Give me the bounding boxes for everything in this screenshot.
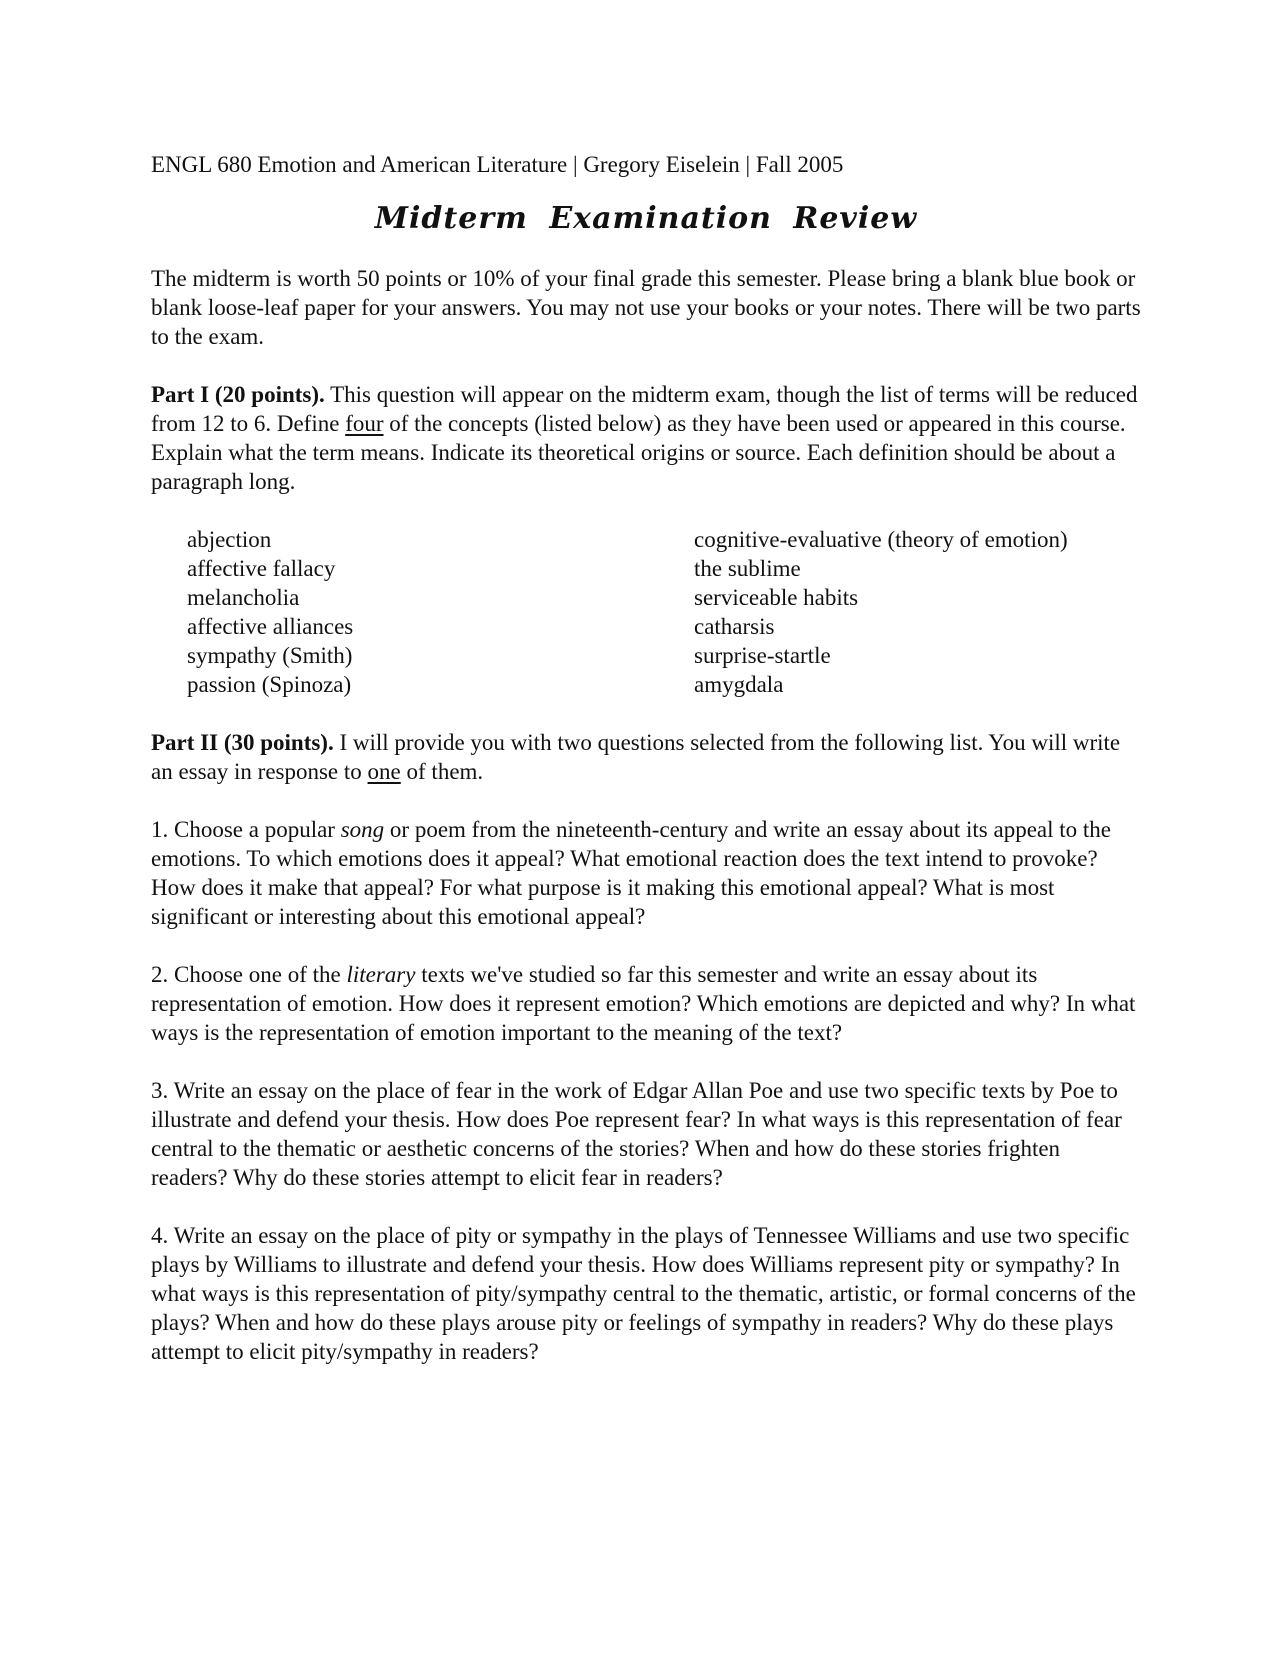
part-two-paragraph: [151, 728, 1141, 786]
term-item: melancholia: [187, 585, 300, 610]
term-item: amygdala: [694, 672, 784, 697]
part-one-text-a: This question will appear on the midterm exam, though the list of terms will be reduced from 12 to 6. Define: [151, 382, 1138, 436]
course-header: ENGL 680 Emotion and American Literature | Gregory Eiselein | Fall 2005: [151, 152, 844, 177]
term-item: sympathy (Smith): [187, 643, 353, 668]
term-item: the sublime: [694, 556, 801, 581]
part-two-emphasis: one: [367, 759, 401, 784]
question-2: [151, 960, 1141, 1047]
question-1-emphasis: song: [340, 817, 385, 842]
term-item: affective fallacy: [187, 556, 336, 581]
question-2-post: texts we've studied so far this semester and write an essay about its representation of emotion. How does it represent emotion? Which emotions are depicted and why? In what ways is the representation of emotion important to the meaning of the text?: [151, 962, 1136, 1045]
part-two-heading: Part II (30 points).: [151, 730, 334, 755]
part-one-text-b: of the concepts (listed below) as they have been used or appeared in this course. Explain what the term means. Indicate its theoretical origins or source. Each definition should be about a paragraph long.: [151, 411, 1126, 494]
question-2-pre: 2. Choose one of the: [151, 962, 347, 987]
intro-paragraph: The midterm is worth 50 points or 10% of your final grade this semester. Please bring a blank blue book or blank loose-leaf paper for your answers. You may not use your books or your notes. There will be two parts to the exam.: [151, 266, 1141, 349]
terms-column-right: [694, 525, 1068, 699]
term-item: cognitive-evaluative (theory of emotion): [694, 527, 1068, 552]
part-two-text-a: I will provide you with two questions selected from the following list. You will write an essay in response to: [151, 730, 1121, 784]
question-3: 3. Write an essay on the place of fear in the work of Edgar Allan Poe and use two specific texts by Poe to illustrate and defend your thesis. How does Poe represent fear? In what ways is this representation of fear central to the thematic or aesthetic concerns of the stories? When and how do these stories frighten readers? Why do these stories attempt to elicit fear in readers?: [151, 1078, 1122, 1190]
term-item: affective alliances: [187, 614, 354, 639]
part-one-emphasis: four: [345, 411, 384, 436]
term-item: catharsis: [694, 614, 775, 639]
question-1-pre: 1. Choose a popular: [151, 817, 341, 842]
term-item: abjection: [187, 527, 272, 552]
term-item: serviceable habits: [694, 585, 859, 610]
terms-list: [187, 525, 1141, 699]
term-item: passion (Spinoza): [187, 672, 352, 697]
question-1-post: or poem from the nineteenth-century and write an essay about its appeal to the emotions. To which emotions does it appeal? What emotional reaction does the text intend to provoke? How does it make that appeal? For what purpose is it making this emotional appeal? What is most significant or interesting about this emotional appeal?: [151, 817, 1111, 929]
term-item: surprise-startle: [694, 643, 831, 668]
question-4: 4. Write an essay on the place of pity or sympathy in the plays of Tennessee Williams and use two specific plays by Williams to illustrate and defend your thesis. How does Williams represent pity or sympathy? In what ways is this representation of pity/sympathy central to the thematic, artistic, or formal concerns of the plays? When and how do these plays arouse pity or feelings of sympathy in readers? Why do these plays attempt to elicit pity/sympathy in readers?: [151, 1223, 1136, 1364]
part-one-heading: Part I (20 points).: [151, 382, 325, 407]
page-title: Midterm Examination Review: [374, 201, 918, 236]
part-two-text-b: of them.: [400, 759, 484, 784]
question-1: [151, 815, 1141, 931]
part-one-paragraph: [151, 380, 1141, 496]
document-page: [151, 150, 1141, 1366]
terms-column-left: [187, 525, 694, 699]
question-2-emphasis: literary: [346, 962, 416, 987]
